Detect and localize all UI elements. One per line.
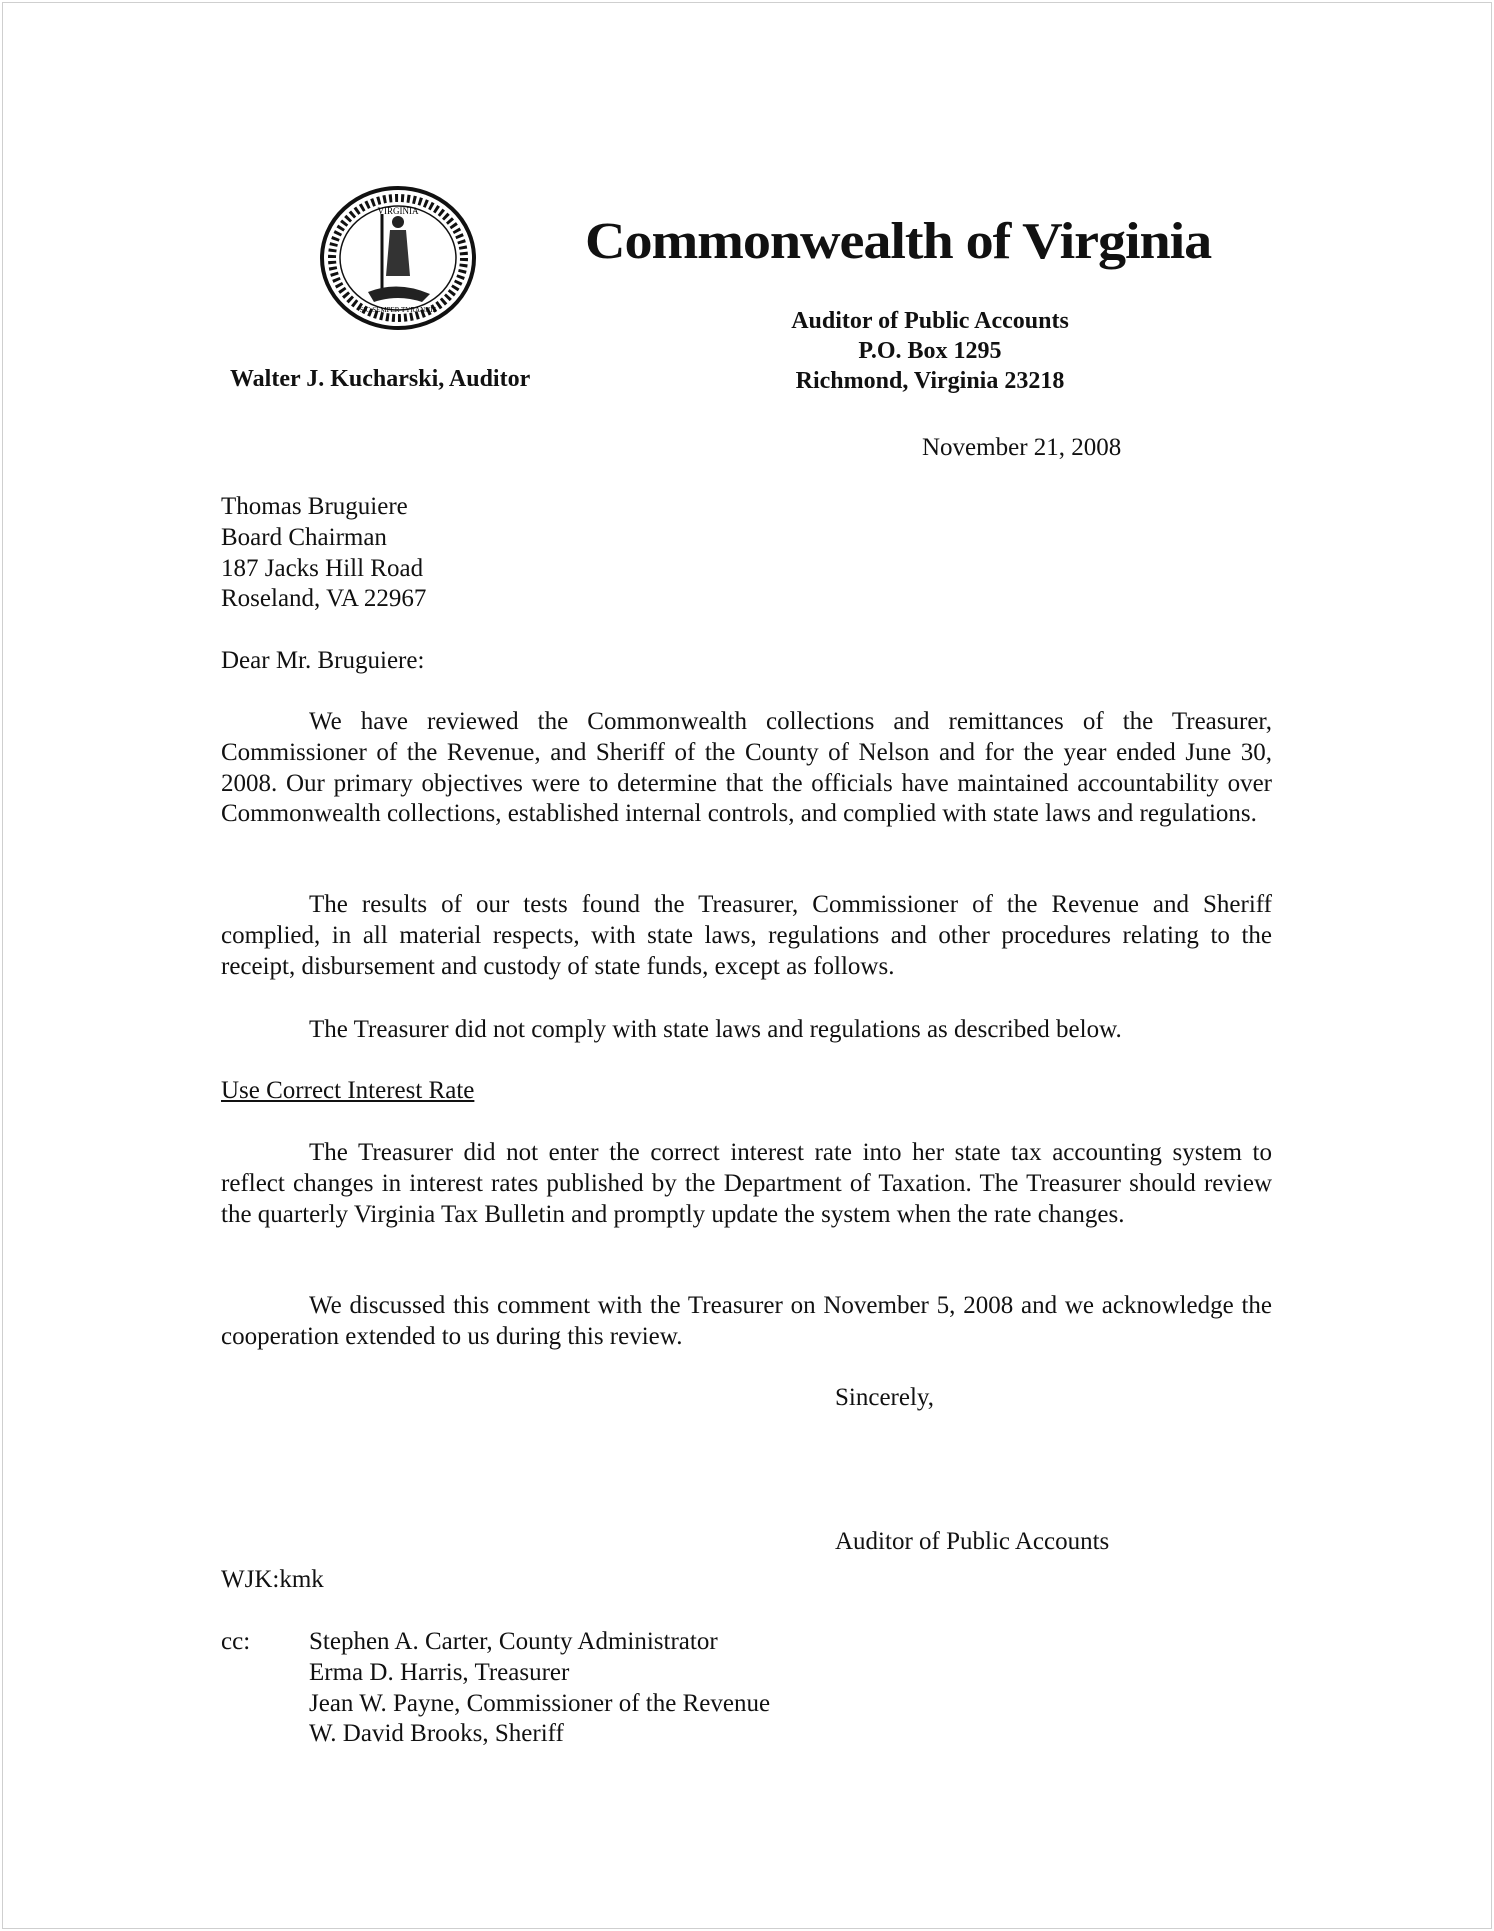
signature-block: Auditor of Public Accounts <box>835 1528 1110 1555</box>
recipient-line: Thomas Bruguiere <box>221 493 408 520</box>
salutation: Dear Mr. Bruguiere: <box>221 647 425 674</box>
office-name: Auditor of Public Accounts <box>791 308 1069 334</box>
paragraph-text: We discussed this comment with the Treasurer on November 5, 2008 and we acknowledge the cooperation extended to us during this review. <box>221 1292 1272 1350</box>
po-box: P.O. Box 1295 <box>858 338 1002 364</box>
svg-text:VIRGINIA: VIRGINIA <box>377 206 419 216</box>
recipient-address <box>221 492 426 615</box>
letterhead-title: Commonwealth of Virginia <box>585 213 1212 270</box>
paragraph-text: The results of our tests found the Treasurer, Commissioner of the Revenue and Sheriff complied, in all material respects, with state laws, regulations and other procedures relating to the receipt, disbursement and custody of state funds, except as follows. <box>221 891 1272 980</box>
city: Richmond, Virginia 23218 <box>795 368 1065 394</box>
cc-item: Stephen A. Carter, County Administrator <box>309 1628 718 1655</box>
paragraph-text: The Treasurer did not comply with state laws and regulations as described below. <box>309 1016 1122 1043</box>
letter-date: November 21, 2008 <box>922 434 1122 461</box>
recipient-line: 187 Jacks Hill Road <box>221 554 424 582</box>
virginia-seal-icon <box>318 184 478 332</box>
closing: Sincerely, <box>835 1384 935 1411</box>
recipient-line: Roseland, VA 22967 <box>221 585 427 613</box>
recipient-line: Board Chairman <box>221 523 387 551</box>
paragraph-1 <box>221 707 1272 830</box>
auditor-name: Walter J. Kucharski, Auditor <box>230 366 531 392</box>
cc-item: W. David Brooks, Sheriff <box>309 1720 564 1748</box>
section-heading: Use Correct Interest Rate <box>221 1077 475 1104</box>
paragraph-2 <box>221 890 1272 982</box>
paragraph-text: We have reviewed the Commonwealth collections and remittances of the Treasurer, Commissioner of the Revenue, and Sheriff of the County of Nelson and for the year ended June 30, 2008. Our primary objectives were to determine that the officials have maintained accountability over Commonwealth collections, established internal controls, and complied with state laws and regulations. <box>221 708 1272 828</box>
office-address <box>700 306 1160 396</box>
paragraph-text: The Treasurer did not enter the correct interest rate into her state tax accounting system to reflect changes in interest rates published by the Department of Taxation. The Treasurer should review the quarterly Virginia Tax Bulletin and promptly update the system when the rate changes. <box>221 1139 1272 1228</box>
cc-item: Erma D. Harris, Treasurer <box>309 1658 570 1686</box>
paragraph-5 <box>221 1291 1272 1353</box>
svg-text:SIC SEMPER TYRANNIS: SIC SEMPER TYRANNIS <box>359 306 437 314</box>
cc-label: cc: <box>221 1628 251 1655</box>
cc-list <box>309 1627 770 1750</box>
paragraph-3 <box>221 1015 1272 1046</box>
cc-item: Jean W. Payne, Commissioner of the Revenue <box>309 1689 771 1717</box>
paragraph-4 <box>221 1138 1272 1230</box>
initials: WJK:kmk <box>221 1566 324 1593</box>
